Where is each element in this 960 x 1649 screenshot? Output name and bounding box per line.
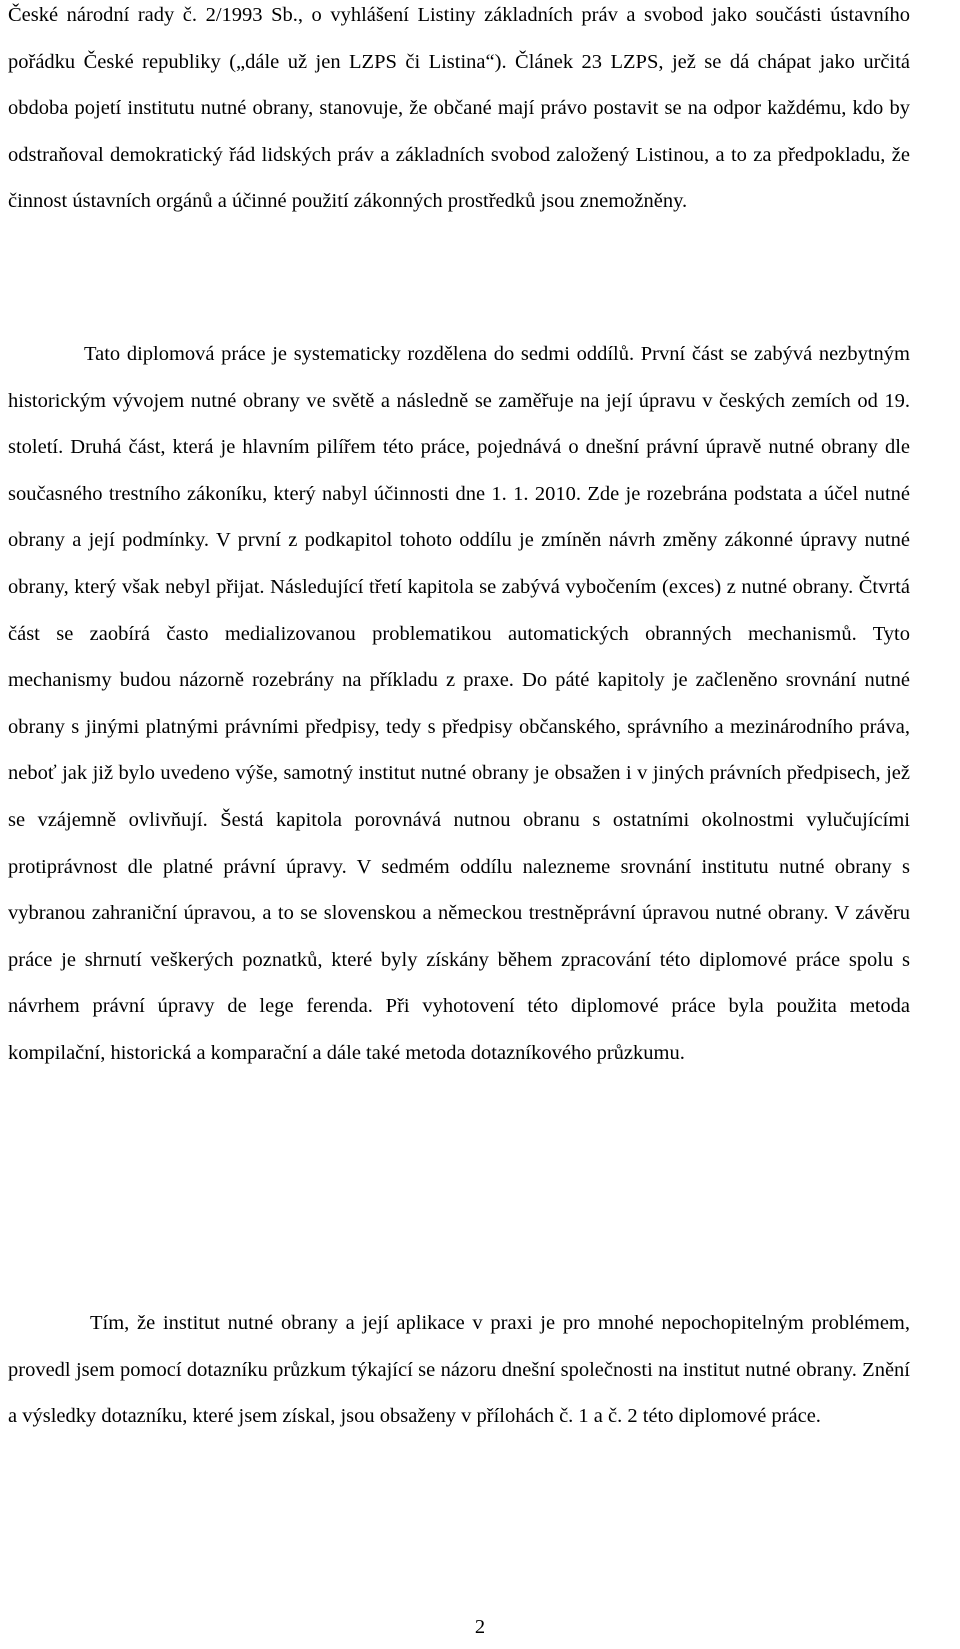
document-page (8, 0, 910, 1649)
paragraph-listina-intro: České národní rady č. 2/1993 Sb., o vyhlášení Listiny základních práv a svobod jako součásti ústavního pořádku České republiky („dále už jen LZPS či Listina“). Článek 23 LZPS, jež se dá chápat jako určitá obdoba pojetí institutu nutné obrany, stanovuje, že občané mají právo postavit se na odpor každému, kdo by odstraňoval demokratický řád lidských práv a základních svobod založený Listinou, a to za předpokladu, že činnost ústavních orgánů a účinné použití zákonných prostředků jsou znemožněny. (8, 4, 910, 213)
paragraph-thesis-structure: Tato diplomová práce je systematicky rozdělena do sedmi oddílů. První část se zabývá nezbytným historickým vývojem nutné obrany ve světě a následně se zaměřuje na její úpravu v českých zemích od 19. století. Druhá část, která je hlavním pilířem této práce, pojednává o dnešní právní úpravě nutné obrany dle současného trestního zákoníku, který nabyl účinnosti dne 1. 1. 2010. Zde je rozebrána podstata a účel nutné obrany a její podmínky. V první z podkapitol tohoto oddílu je zmíněn návrh změny zákonné úpravy nutné obrany, který však nebyl přijat. Následující třetí kapitola se zabývá vybočením (exces) z nutné obrany. Čtvrtá část se zaobírá často medializovanou problematikou automatických obranných mechanismů. Tyto mechanismy budou názorně rozebrány na příkladu z praxe. Do páté kapitoly je začleněno srovnání nutné obrany s jinými platnými právními předpisy, tedy s předpisy občanského, správního a mezinárodního práva, neboť jak již bylo uvedeno výše, samotný institut nutné obrany je obsažen i v jiných právních předpisech, jež se vzájemně ovlivňují. Šestá kapitola porovnává nutnou obranu s ostatními okolnostmi vylučujícími protiprávnost dle platné právní úpravy. V sedmém oddílu nalezneme srovnání institutu nutné obrany s vybranou zahraniční úpravou, a to se slovenskou a německou trestněprávní úpravou nutné obrany. V závěru práce je shrnutí veškerých poznatků, které byly získány během zpracování této diplomové práce spolu s návrhem právní úpravy de lege ferenda. Při vyhotovení této diplomové práce byla použita metoda kompilační, historická a komparační a dále také metoda dotazníkového průzkumu. (8, 343, 910, 1064)
page-number: 2 (474, 1616, 486, 1638)
paragraph-questionnaire: Tím, že institut nutné obrany a její aplikace v praxi je pro mnohé nepochopitelným problémem, provedl jsem pomocí dotazníku průzkum týkající se názoru dnešní společnosti na institut nutné obrany. Znění a výsledky dotazníku, které jsem získal, jsou obsaženy v přílohách č. 1 a č. 2 této diplomové práce. (8, 1312, 910, 1428)
